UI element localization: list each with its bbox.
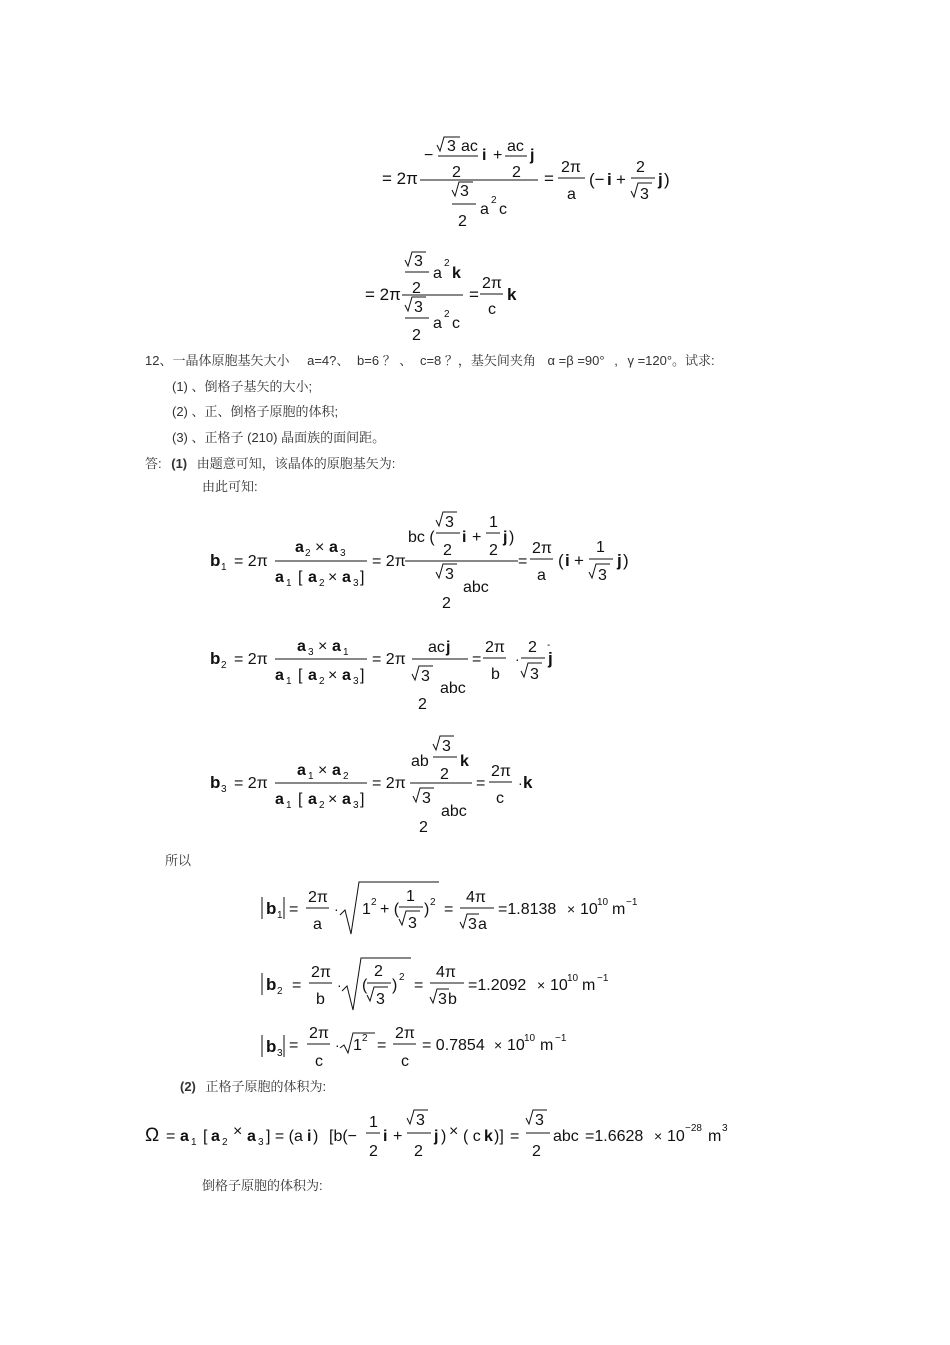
svg-text:j: j [434,1128,439,1145]
lattice-a-value: a=4?、 [307,353,350,368]
svg-text:+: + [493,147,503,164]
svg-text:×: × [494,1037,503,1053]
svg-text:10: 10 [597,897,609,908]
problem-statement: 12、一晶体原胞基矢大小 a=4?、 b=6 ？ 、 c=8 ？，基矢间夹角 α =β =90° , γ =120°。试求: [145,353,715,368]
svg-text:3: 3 [445,566,454,583]
svg-text:2: 2 [319,676,325,687]
svg-text:2: 2 [444,258,450,269]
svg-text:=: = [292,977,302,994]
svg-text:a: a [211,1128,220,1145]
svg-text:i: i [462,529,467,546]
svg-text:·: · [337,977,342,993]
svg-text:2π: 2π [309,1025,329,1042]
svg-text:c: c [488,301,496,318]
problem-intro: 一晶体原胞基矢大小 [172,353,290,368]
svg-text:m: m [582,977,596,994]
svg-text:ab: ab [411,753,429,770]
derive-text: 由此可知: [202,479,258,494]
svg-text:=: = [510,1128,520,1145]
svg-text:−1: −1 [597,973,609,984]
svg-text:2: 2 [371,897,377,908]
svg-text:]: ] [360,569,365,586]
svg-text:a: a [308,791,317,808]
svg-text:a: a [480,201,489,218]
svg-text:m: m [612,901,626,918]
svg-text:+: + [393,1128,403,1145]
svg-text:3: 3 [353,676,359,687]
svg-text:3: 3 [535,1112,544,1129]
svg-text:a: a [275,667,284,684]
svg-text:2π: 2π [561,159,581,176]
svg-text:j: j [446,639,451,656]
svg-text:)]: )] [494,1128,504,1145]
svg-text:a: a [332,762,341,779]
svg-text:3: 3 [414,253,423,270]
svg-text:j: j [658,170,663,189]
svg-text:= 2π: = 2π [382,169,418,188]
svg-text:2: 2 [458,213,467,230]
svg-text:a: a [567,186,576,203]
svg-text:[: [ [298,667,303,684]
question-3: (3) 、正格子 (210) 晶面族的面间距。 [172,430,386,445]
svg-text:k: k [452,265,461,282]
svg-text:Ω: Ω [145,1125,160,1146]
svg-text:=: = [289,901,299,918]
svg-text:3: 3 [421,668,430,685]
svg-text:k: k [484,1128,493,1145]
svg-text:m: m [540,1037,554,1054]
b2-magnitude-value: =1.2092 [468,977,527,994]
omega-value: =1.6628 [585,1128,644,1145]
question-2: (2) 、正、倒格子原胞的体积; [172,404,339,419]
svg-text:b: b [491,666,500,683]
svg-text:): ) [441,1128,447,1145]
svg-text:=: = [544,169,554,188]
svg-text:−1: −1 [555,1033,567,1044]
svg-text:i: i [607,170,612,189]
svg-text:i: i [307,1128,312,1145]
svg-text:2π: 2π [532,540,552,557]
svg-text:2: 2 [412,280,421,297]
svg-text:2: 2 [512,164,521,181]
svg-text:=: = [166,1128,176,1145]
svg-text:= 2π: = 2π [372,651,406,668]
svg-text:×: × [328,569,338,586]
svg-text:×: × [318,762,328,779]
svg-text:a: a [308,569,317,586]
svg-text:4π: 4π [466,889,486,906]
svg-text:3: 3 [353,800,359,811]
svg-text:i: i [565,551,570,570]
svg-text:a: a [342,569,351,586]
svg-text:2π: 2π [482,275,502,292]
svg-text:j: j [530,147,535,164]
svg-text:10: 10 [667,1128,685,1145]
svg-text:1: 1 [406,888,415,905]
svg-text:1: 1 [286,578,292,589]
svg-text:a: a [537,567,546,584]
svg-text:): ) [664,170,670,189]
svg-text:[: [ [298,791,303,808]
svg-text:3: 3 [468,916,477,933]
angle-alpha-beta: α =β =90° [547,353,605,368]
svg-text:·: · [334,901,339,917]
angle-gamma: γ =120° [627,353,673,368]
reciprocal-volume-text: 倒格子原胞的体积为: [202,1178,323,1193]
svg-text:2: 2 [443,542,452,559]
svg-text:a: a [297,762,306,779]
svg-text:1: 1 [369,1114,378,1131]
svg-text:= 2π: = 2π [234,651,268,668]
svg-text:(: ( [558,551,564,570]
problem-ask: 。试求: [672,353,715,368]
svg-text:+: + [574,551,584,570]
svg-text:c: c [401,1053,409,1070]
svg-text:1: 1 [489,514,498,531]
svg-text:+: + [472,529,482,546]
svg-text:b: b [266,1037,277,1056]
svg-text:1: 1 [596,539,605,556]
svg-text:1: 1 [221,562,227,573]
svg-text:=: = [444,901,454,918]
svg-text:bc (: bc ( [408,529,435,546]
svg-text:k: k [460,753,469,770]
svg-text:2: 2 [374,963,383,980]
svg-text:b: b [210,649,221,668]
svg-text:3: 3 [340,548,346,559]
svg-text:2: 2 [412,327,421,344]
svg-text:ac: ac [461,138,478,155]
svg-text:1: 1 [362,901,371,918]
svg-text:b: b [448,991,457,1008]
svg-text:4π: 4π [436,964,456,981]
svg-text:): ) [623,551,629,570]
svg-text:2: 2 [369,1143,378,1160]
svg-text:b: b [266,899,277,918]
svg-text:ac: ac [428,639,445,656]
svg-text:=: = [414,977,424,994]
svg-text:=: = [377,1037,387,1054]
svg-text:1: 1 [343,647,349,658]
svg-text:=: = [469,285,479,304]
svg-text:2: 2 [399,972,405,983]
svg-text:2: 2 [442,595,451,612]
svg-text:2π: 2π [311,964,331,981]
svg-text:2: 2 [319,578,325,589]
svg-text:2: 2 [528,639,537,656]
svg-text:3: 3 [277,1048,283,1059]
svg-text:] = (a: ] = (a [266,1128,303,1145]
svg-text:3: 3 [442,738,451,755]
so-text: 所以 [165,853,192,868]
svg-text:2: 2 [489,542,498,559]
svg-text:c: c [499,201,507,218]
svg-text:): ) [509,529,515,546]
svg-text:×: × [328,791,338,808]
svg-text:abc: abc [463,579,489,596]
svg-text:2: 2 [430,897,436,908]
svg-text:+: + [616,170,626,189]
svg-text:j: j [617,551,622,570]
b1-magnitude-value: =1.8138 [498,901,557,918]
svg-text:=: = [518,553,528,570]
svg-text:3: 3 [722,1123,728,1134]
svg-text:[: [ [298,569,303,586]
svg-text:i: i [383,1128,388,1145]
svg-text:1: 1 [286,800,292,811]
svg-text:1: 1 [277,910,283,921]
svg-text:a: a [275,569,284,586]
svg-text:= 2π: = 2π [372,553,406,570]
svg-text:c: c [315,1053,323,1070]
b3-magnitude-value: = 0.7854 [422,1037,485,1054]
svg-text:3: 3 [353,578,359,589]
svg-text:3: 3 [447,138,456,155]
svg-text:a: a [433,315,442,332]
svg-text:a: a [308,667,317,684]
svg-text:+ (: + ( [380,901,400,918]
svg-text:3: 3 [416,1112,425,1129]
svg-text:3: 3 [640,186,649,203]
svg-text:(−: (− [589,170,605,189]
svg-text:a: a [275,791,284,808]
svg-text:( c: ( c [463,1128,481,1145]
problem-number: 12、 [145,353,173,368]
svg-text:10: 10 [567,973,579,984]
svg-text:b: b [210,551,221,570]
svg-text:=: = [476,775,486,792]
svg-text:2: 2 [222,1137,228,1148]
svg-text:a: a [180,1128,189,1145]
svg-text:= 2π: = 2π [372,775,406,792]
svg-text:a: a [342,667,351,684]
svg-text:(: ( [362,977,368,994]
svg-text:=: = [472,651,482,668]
svg-text:1: 1 [353,1037,362,1054]
svg-text:a: a [297,638,306,655]
svg-text:3: 3 [598,567,607,584]
svg-text:abc: abc [441,803,467,820]
answer-label: 答: [145,456,162,471]
svg-text:·: · [335,1037,340,1053]
svg-text:×: × [318,638,328,655]
svg-text:a: a [332,638,341,655]
svg-text:·: · [515,651,520,667]
svg-text:10: 10 [524,1033,536,1044]
answer-part1-text: 由题意可知，该晶体的原胞基矢为: [196,456,396,471]
svg-text:b: b [210,773,221,792]
svg-text:a: a [313,916,322,933]
svg-text:3: 3 [221,784,227,795]
svg-text:×: × [537,977,546,993]
svg-text:j: j [503,529,508,546]
svg-text:= 2π: = 2π [365,285,401,304]
svg-text:abc: abc [553,1128,579,1145]
svg-text:2: 2 [452,164,461,181]
svg-text:3: 3 [258,1137,264,1148]
svg-text:−: − [424,147,434,164]
svg-text:×: × [449,1123,459,1140]
svg-text:10: 10 [507,1037,525,1054]
svg-text:b: b [266,975,277,994]
answer-part2-text: 正格子原胞的体积为: [205,1079,327,1094]
svg-text:2: 2 [362,1033,368,1044]
lattice-c-value: c=8 ？ [419,353,458,368]
svg-text:3: 3 [530,666,539,683]
svg-text:−28: −28 [685,1123,702,1134]
svg-text:a: a [478,916,487,933]
answer-part2-number: (2) [180,1079,196,1094]
svg-text:2: 2 [636,159,645,176]
svg-text:a: a [329,539,338,556]
svg-text:3: 3 [414,299,423,316]
svg-text:a: a [247,1128,256,1145]
svg-text:a: a [342,791,351,808]
svg-text:[b(−: [b(− [329,1128,358,1145]
svg-text:=: = [289,1037,299,1054]
svg-text:2π: 2π [491,763,511,780]
svg-text:ac: ac [507,138,524,155]
svg-text:3: 3 [445,514,454,531]
svg-text:2: 2 [418,696,427,713]
svg-text:c: c [452,315,460,332]
svg-text:1: 1 [308,771,314,782]
svg-text:k: k [523,773,533,792]
svg-text:1: 1 [191,1137,197,1148]
svg-text:2: 2 [319,800,325,811]
svg-text:×: × [567,901,576,917]
svg-text:×: × [315,539,325,556]
svg-text:i: i [482,147,487,164]
svg-text:2: 2 [305,548,311,559]
svg-text:3: 3 [376,991,385,1008]
svg-text:): ) [424,901,430,918]
svg-text:2: 2 [444,309,450,320]
svg-text:2π: 2π [308,889,328,906]
svg-text:c: c [496,790,504,807]
svg-text:a: a [295,539,304,556]
svg-text:·: · [518,775,523,791]
svg-text:abc: abc [440,680,466,697]
svg-text:j: j [548,649,553,668]
svg-text:= 2π: = 2π [234,775,268,792]
svg-text:3: 3 [408,915,417,932]
svg-text:10: 10 [550,977,568,994]
question-1: (1) 、倒格子基矢的大小; [172,379,313,394]
svg-text:3: 3 [422,790,431,807]
svg-text:2: 2 [221,660,227,671]
svg-text:-: - [547,640,551,651]
svg-text:10: 10 [580,901,598,918]
svg-text:2: 2 [419,819,428,836]
angle-intro: ，基矢间夹角 [457,353,536,368]
formula-primitive-cell-volume [145,1110,728,1160]
svg-text:2: 2 [343,771,349,782]
svg-text:2: 2 [440,766,449,783]
svg-text:): ) [313,1128,319,1145]
svg-text:= 2π: = 2π [234,553,268,570]
svg-text:−1: −1 [626,897,638,908]
lattice-b-value: b=6 ？ 、 [357,353,413,368]
svg-text:[: [ [203,1128,208,1145]
svg-text:]: ] [360,791,365,808]
svg-text:b: b [316,991,325,1008]
svg-text:3: 3 [438,991,447,1008]
svg-text:3: 3 [460,183,469,200]
svg-text:2: 2 [277,986,283,997]
svg-text:a: a [433,265,442,282]
svg-text:k: k [507,285,517,304]
svg-text:2: 2 [491,195,497,206]
svg-text:2: 2 [414,1143,423,1160]
svg-text:]: ] [360,667,365,684]
svg-text:2π: 2π [395,1025,415,1042]
svg-text:×: × [328,667,338,684]
svg-text:1: 1 [286,676,292,687]
svg-text:): ) [392,977,398,994]
svg-text:2π: 2π [485,639,505,656]
svg-text:2: 2 [532,1143,541,1160]
svg-text:×: × [233,1123,243,1140]
svg-text:m: m [708,1128,722,1145]
answer-part1-number: (1) [171,456,188,471]
svg-text:×: × [654,1128,663,1144]
svg-text:3: 3 [308,647,314,658]
